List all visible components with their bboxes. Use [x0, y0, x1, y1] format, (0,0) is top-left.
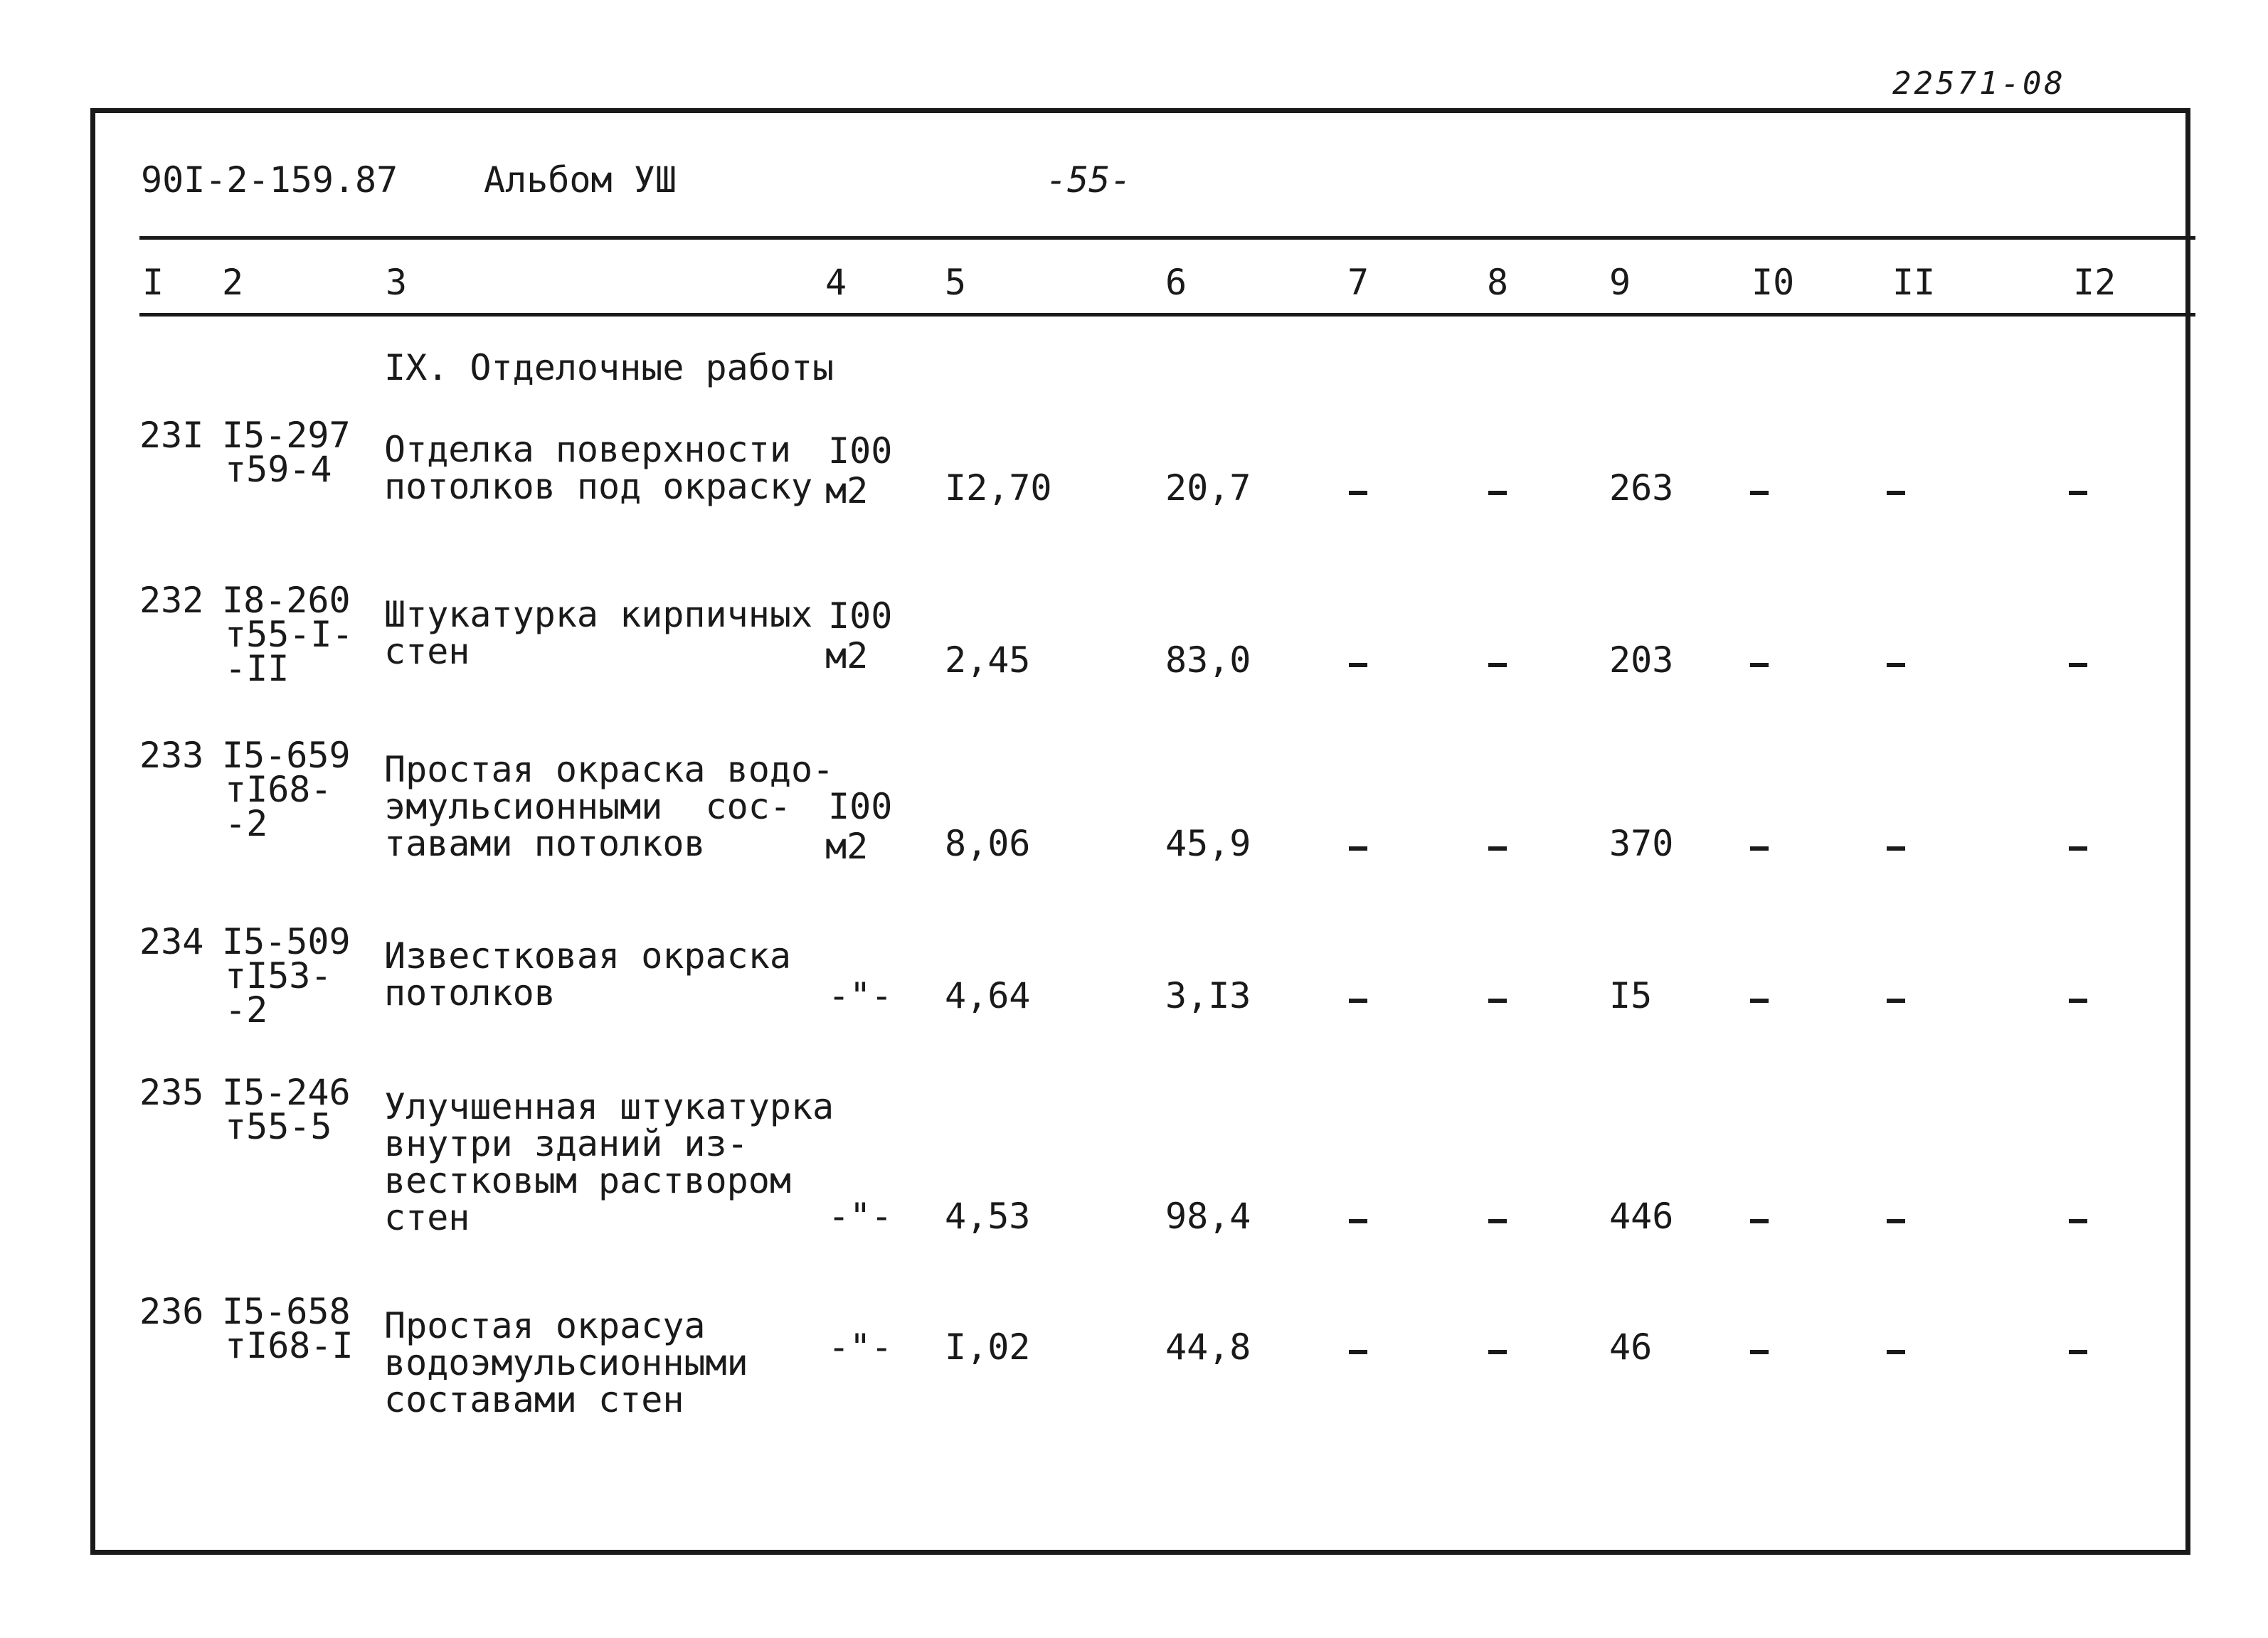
column-number: I2: [2073, 262, 2116, 303]
column-number: I0: [1752, 262, 1795, 303]
work-description: стен: [384, 1197, 470, 1238]
cell-value: 98,4: [1165, 1196, 1251, 1237]
work-description: Отделка поверхности: [384, 429, 791, 470]
column-number: 3: [386, 262, 408, 303]
work-description: Простая окрасуа: [384, 1305, 706, 1346]
column-number: 5: [945, 262, 967, 303]
work-description: водоэмульсионными: [384, 1342, 748, 1383]
norm-code: I5-246: [222, 1072, 351, 1113]
column-number: 6: [1165, 262, 1187, 303]
column-number: 8: [1487, 262, 1509, 303]
row-number: 233: [139, 735, 204, 776]
work-description: потолков: [384, 972, 556, 1014]
empty-value-dash: [2069, 999, 2087, 1003]
column-number: 7: [1347, 262, 1369, 303]
work-description: стен: [384, 631, 470, 672]
project-number: 90I-2-159.87: [141, 159, 398, 201]
empty-value-dash: [1488, 999, 1507, 1003]
norm-code: тI68-I: [225, 1325, 354, 1366]
work-description: вестковым раствором: [384, 1160, 791, 1201]
empty-value-dash: [2069, 846, 2087, 851]
empty-value-dash: [1750, 1350, 1769, 1354]
empty-value-dash: [1750, 846, 1769, 851]
empty-value-dash: [2069, 1219, 2087, 1223]
column-number: 2: [222, 262, 244, 303]
empty-value-dash: [1887, 1219, 1905, 1223]
row-number: 234: [139, 921, 204, 962]
norm-code: -II: [225, 648, 290, 689]
cell-value: 20,7: [1165, 467, 1251, 509]
column-number: I: [142, 262, 164, 303]
empty-value-dash: [1750, 491, 1769, 495]
empty-value-dash: [1488, 1350, 1507, 1354]
cell-value: 46: [1609, 1326, 1653, 1368]
empty-value-dash: [1488, 491, 1507, 495]
unit-of-measure: I00: [828, 595, 893, 637]
norm-code: I5-659: [222, 735, 351, 776]
column-number: 9: [1609, 262, 1631, 303]
cell-value: I2,70: [945, 467, 1052, 509]
unit-of-measure: -"-: [828, 1326, 893, 1368]
empty-value-dash: [1349, 999, 1367, 1003]
row-number: 235: [139, 1072, 204, 1113]
empty-value-dash: [1887, 491, 1905, 495]
empty-value-dash: [1349, 663, 1367, 667]
unit-of-measure: м2: [825, 826, 869, 867]
unit-of-measure: м2: [825, 635, 869, 676]
empty-value-dash: [2069, 491, 2087, 495]
cell-value: I5: [1609, 975, 1653, 1016]
norm-code: -2: [225, 989, 268, 1031]
row-number: 23I: [139, 415, 204, 456]
empty-value-dash: [1750, 999, 1769, 1003]
work-description: составами стен: [384, 1379, 684, 1420]
cell-value: 370: [1609, 823, 1674, 864]
norm-code: I5-509: [222, 921, 351, 962]
norm-code: т55-I-: [225, 614, 354, 655]
work-description: Простая окраска водо-: [384, 749, 834, 790]
empty-value-dash: [2069, 1350, 2087, 1354]
column-number: 4: [825, 262, 847, 303]
work-description: Известковая окраска: [384, 935, 791, 977]
document-code: 22571-08: [1892, 65, 2066, 102]
cell-value: 263: [1609, 467, 1674, 509]
work-description: Улучшенная штукатурка: [384, 1086, 834, 1127]
norm-code: тI68-: [225, 769, 332, 810]
row-number: 236: [139, 1291, 204, 1332]
work-description: внутри зданий из-: [384, 1123, 748, 1164]
album-title: Альбом УШ: [484, 159, 677, 201]
empty-value-dash: [1349, 491, 1367, 495]
unit-of-measure: -"-: [828, 1196, 893, 1237]
norm-code: I5-297: [222, 415, 351, 456]
cell-value: 3,I3: [1165, 975, 1251, 1016]
cell-value: 4,53: [945, 1196, 1031, 1237]
unit-of-measure: -"-: [828, 975, 893, 1016]
header-rule-top: [139, 236, 2195, 240]
cell-value: 4,64: [945, 975, 1031, 1016]
work-description: Штукатурка кирпичных: [384, 594, 813, 635]
unit-of-measure: I00: [828, 430, 893, 472]
norm-code: -2: [225, 803, 268, 844]
empty-value-dash: [1349, 846, 1367, 851]
header-rule-bottom: [139, 313, 2195, 317]
cell-value: 446: [1609, 1196, 1674, 1237]
empty-value-dash: [1488, 663, 1507, 667]
cell-value: 8,06: [945, 823, 1031, 864]
column-number: II: [1892, 262, 1936, 303]
empty-value-dash: [1887, 846, 1905, 851]
work-description: потолков под окраску: [384, 466, 813, 507]
norm-code: т59-4: [225, 449, 332, 490]
work-description: тавами потолков: [384, 823, 706, 864]
cell-value: 45,9: [1165, 823, 1251, 864]
empty-value-dash: [1349, 1219, 1367, 1223]
empty-value-dash: [1488, 1219, 1507, 1223]
empty-value-dash: [1349, 1350, 1367, 1354]
empty-value-dash: [1750, 1219, 1769, 1223]
empty-value-dash: [1488, 846, 1507, 851]
cell-value: 203: [1609, 639, 1674, 681]
empty-value-dash: [1887, 999, 1905, 1003]
section-title: IX. Отделочные работы: [384, 347, 834, 388]
empty-value-dash: [1750, 663, 1769, 667]
unit-of-measure: м2: [825, 470, 869, 511]
cell-value: 83,0: [1165, 639, 1251, 681]
row-number: 232: [139, 580, 204, 621]
empty-value-dash: [1887, 1350, 1905, 1354]
norm-code: I8-260: [222, 580, 351, 621]
cell-value: 44,8: [1165, 1326, 1251, 1368]
norm-code: I5-658: [222, 1291, 351, 1332]
cell-value: I,02: [945, 1326, 1031, 1368]
norm-code: т55-5: [225, 1106, 332, 1147]
page-number: -55-: [1046, 159, 1132, 201]
work-description: эмульсионными сос-: [384, 786, 791, 827]
empty-value-dash: [2069, 663, 2087, 667]
unit-of-measure: I00: [828, 786, 893, 827]
empty-value-dash: [1887, 663, 1905, 667]
norm-code: тI53-: [225, 955, 332, 996]
cell-value: 2,45: [945, 639, 1031, 681]
